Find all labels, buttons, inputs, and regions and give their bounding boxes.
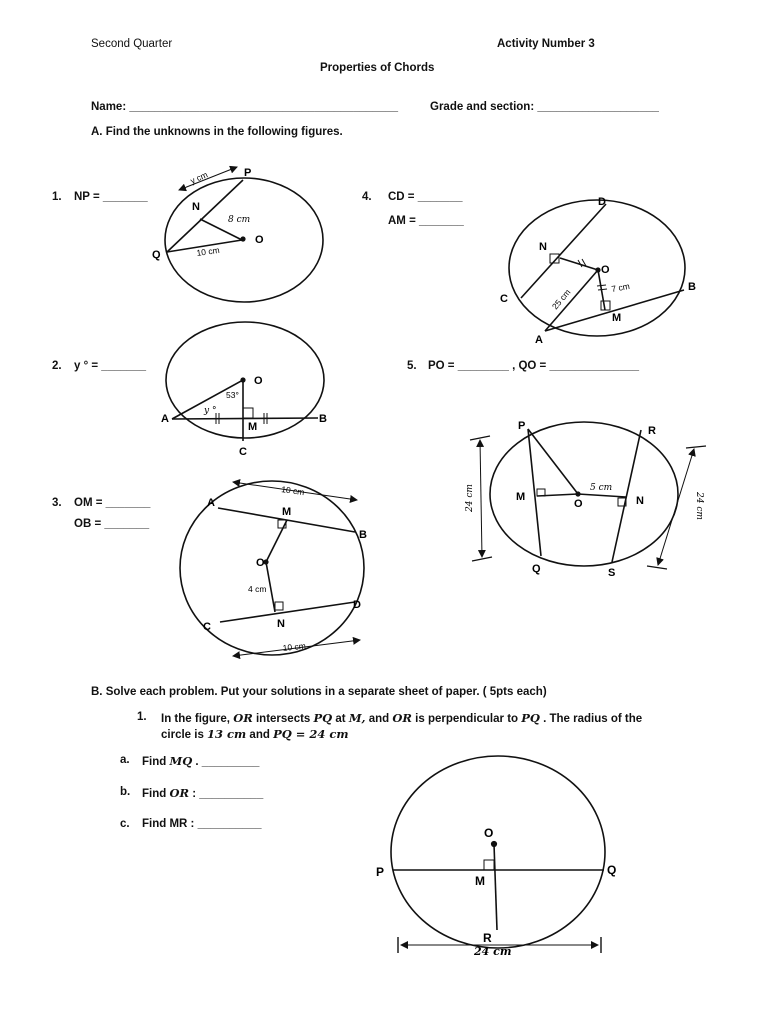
q5-text: PO = ________ , QO = ______________: [428, 360, 640, 372]
fig5-label-s: S: [608, 567, 616, 579]
fig6-label-q: Q: [607, 863, 617, 877]
q5-number: 5.: [407, 360, 417, 372]
item-b-label: b.: [120, 786, 131, 798]
fig2-angle-53: 53°: [226, 390, 239, 400]
fig1-8-measure: 8 cm: [228, 215, 251, 225]
q1-number: 1.: [52, 191, 62, 203]
fig3-label-a: A: [207, 497, 215, 509]
item-c-text: Find MR : __________: [142, 818, 262, 830]
fig3-label-c: C: [203, 621, 211, 633]
fig3-label-d: D: [353, 599, 361, 611]
fig3-label-m: M: [282, 506, 292, 518]
q3-text-om: OM = _______: [74, 497, 151, 509]
grade-section-field: Grade and section: ___________________: [430, 101, 659, 113]
q2-text: y ° = _______: [74, 360, 147, 372]
figure-1: [165, 167, 323, 302]
fig5-left-measure: 24 cm: [465, 484, 475, 512]
fig4-label-n: N: [539, 241, 547, 253]
fig1-label-o: O: [255, 234, 264, 246]
fig4-label-o: O: [601, 264, 610, 276]
fig2-label-o: O: [254, 375, 263, 387]
item-b-text: Find OR : __________: [142, 786, 264, 800]
fig1-label-q: Q: [152, 249, 161, 261]
fig6-label-m: M: [475, 874, 485, 888]
fig2-label-a: A: [161, 413, 169, 425]
item-c-label: c.: [120, 818, 130, 830]
fig4-label-d: D: [598, 196, 606, 208]
item-a-text: Find MQ . _________: [142, 754, 260, 768]
q4-text-cd: CD = _______: [388, 191, 463, 203]
fig3-label-n: N: [277, 618, 285, 630]
fig4-radius-measure: 25 cm: [549, 287, 573, 312]
fig5-right-measure: 24 cm: [694, 492, 704, 520]
fig5-label-p: P: [518, 420, 526, 432]
fig2-angle-y: y °: [204, 406, 217, 416]
fig5-label-m: M: [516, 491, 526, 503]
fig1-label-p: P: [244, 167, 252, 179]
fig4-label-c: C: [500, 293, 508, 305]
problem-1-line2: circle is 13 cm and PQ = 24 cm: [161, 727, 349, 741]
fig2-label-b: B: [319, 413, 327, 425]
fig4-label-b: B: [688, 281, 696, 293]
figure-6: [391, 756, 605, 953]
part-a-instruction: A. Find the unknowns in the following figures.: [91, 126, 343, 138]
fig3-bottom-measure: 10 cm: [282, 640, 307, 653]
part-b-instruction: B. Solve each problem. Put your solutions in a separate sheet of paper. ( 5pts each): [91, 686, 547, 698]
fig3-top-measure: 10 cm: [280, 484, 306, 498]
figure-4: [509, 200, 685, 336]
q3-text-ob: OB = _______: [74, 518, 150, 530]
fig6-label-r: R: [483, 931, 492, 945]
fig1-10-measure: 10 cm: [195, 244, 221, 258]
fig4-label-a: A: [535, 334, 543, 346]
figure-5: [470, 422, 706, 569]
name-field: Name: __________________________________________: [91, 101, 398, 113]
fig6-label-p: P: [376, 865, 385, 879]
q2-number: 2.: [52, 360, 62, 372]
fig6-dim-measure: 24 cm: [474, 945, 512, 958]
q1-text: NP = _______: [74, 191, 148, 203]
fig4-label-m: M: [612, 312, 622, 324]
fig5-label-n: N: [636, 495, 644, 507]
problem-1-number: 1.: [137, 711, 147, 723]
q4-number: 4.: [362, 191, 372, 203]
activity-number: Activity Number 3: [497, 38, 595, 50]
fig4-7-measure: 7 cm: [610, 280, 631, 294]
item-a-label: a.: [120, 754, 130, 766]
page-title: Properties of Chords: [320, 62, 435, 74]
fig3-mid-measure: 4 cm: [248, 584, 267, 594]
fig3-label-b: B: [359, 529, 367, 541]
fig5-mid-measure: 5 cm: [590, 483, 613, 493]
fig5-label-q: Q: [532, 563, 541, 575]
problem-1-line1: In the figure, OR intersects PQ at M, and OR is perpendicular to PQ . The radius of the: [161, 711, 643, 725]
q4-text-am: AM = _______: [388, 215, 464, 227]
fig1-label-n: N: [192, 201, 200, 213]
quarter-label: Second Quarter: [91, 38, 173, 50]
fig2-label-c: C: [239, 446, 247, 458]
fig2-label-m: M: [248, 421, 258, 433]
fig6-label-o: O: [484, 826, 494, 840]
fig3-label-o: O: [256, 557, 265, 569]
figure-2: [166, 322, 324, 441]
fig5-label-o: O: [574, 498, 583, 510]
q3-number: 3.: [52, 497, 62, 509]
fig1-y-measure: y cm: [188, 169, 210, 186]
fig5-label-r: R: [648, 425, 656, 437]
